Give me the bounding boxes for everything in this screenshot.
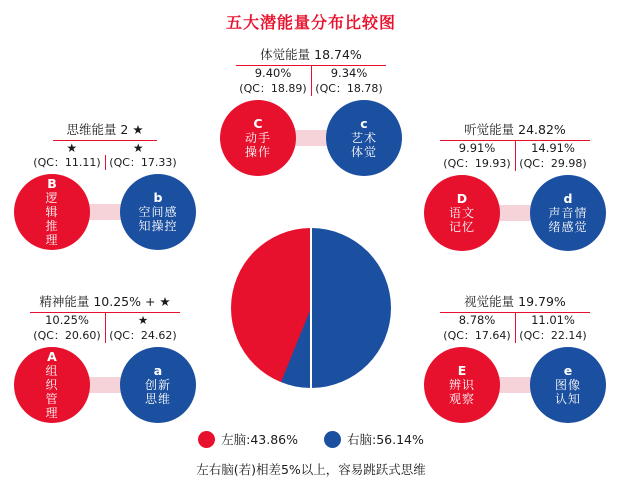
node-B[interactable] xyxy=(14,174,90,250)
node-letter: B xyxy=(47,176,57,191)
node-d[interactable] xyxy=(530,175,606,251)
legend xyxy=(0,430,622,448)
node-letter: C xyxy=(253,116,263,131)
value-right: 9.34% xyxy=(330,66,368,80)
group-hearing-pair xyxy=(420,174,610,252)
group-thinking-title: 思维能量 2 ★ xyxy=(66,122,144,137)
node-letter: A xyxy=(47,349,57,364)
qc-right: (QC：24.62) xyxy=(109,329,177,342)
node-C[interactable] xyxy=(220,100,296,176)
group-thinking-pair xyxy=(10,173,200,251)
group-spirit-qc xyxy=(10,328,200,343)
node-label: 术 觉 艺 体 xyxy=(350,131,378,159)
group-body-qc xyxy=(216,81,406,96)
node-D[interactable] xyxy=(424,175,500,251)
legend-item-right-brain[interactable] xyxy=(324,430,424,448)
group-vision-pair xyxy=(420,346,610,424)
group-body xyxy=(216,45,406,177)
group-spirit xyxy=(10,292,200,424)
group-hearing-values xyxy=(420,141,610,156)
group-vision-title: 视觉能量 19.79% xyxy=(464,294,566,309)
page-title: 五大潜能量分布比较图 xyxy=(225,13,396,32)
legend-swatch-blue-icon xyxy=(324,431,341,448)
value-left: 8.78% xyxy=(440,313,516,328)
node-letter: c xyxy=(360,116,368,131)
node-b[interactable] xyxy=(120,174,196,250)
node-label: 声音情 绪感觉 xyxy=(548,206,588,234)
node-label: 识 察 辨 观 xyxy=(448,378,476,406)
node-A[interactable] xyxy=(14,347,90,423)
group-body-values xyxy=(216,66,406,81)
node-label: 新 维 创 思 xyxy=(144,378,172,406)
qc-right: (QC：22.14) xyxy=(519,329,587,342)
node-e[interactable] xyxy=(530,347,606,423)
group-spirit-title: 精神能量 10.25% + ★ xyxy=(39,294,171,309)
group-vision-qc xyxy=(420,328,610,343)
value-right: 11.01% xyxy=(531,313,575,327)
group-hearing-title: 听觉能量 24.82% xyxy=(464,122,566,137)
group-thinking-stars: ★ ★ xyxy=(66,141,170,155)
value-right: ★ xyxy=(137,313,149,327)
qc-right: (QC：18.78) xyxy=(315,82,383,95)
node-letter: e xyxy=(563,363,573,378)
qc-right: (QC：29.98) xyxy=(519,157,587,170)
legend-swatch-red-icon xyxy=(198,431,215,448)
node-c[interactable] xyxy=(326,100,402,176)
node-letter: D xyxy=(456,191,468,206)
node-a[interactable] xyxy=(120,347,196,423)
group-thinking xyxy=(10,120,200,251)
node-label: 组 织 管 理 xyxy=(45,364,59,420)
node-label: 逻 辑 推 理 xyxy=(45,191,59,247)
pie-chart xyxy=(231,228,391,388)
value-left: 10.25% xyxy=(30,313,106,328)
qc-left: (QC：17.64) xyxy=(440,328,516,343)
node-letter: a xyxy=(153,363,163,378)
node-letter: d xyxy=(563,191,573,206)
node-letter: b xyxy=(153,190,163,205)
node-label: 像 知 图 认 xyxy=(554,378,582,406)
node-letter: E xyxy=(457,363,467,378)
qc-left: (QC：11.11) xyxy=(30,155,106,170)
legend-label-left: 左脑:43.86% xyxy=(221,432,298,447)
group-spirit-pair xyxy=(10,346,200,424)
legend-label-right: 右脑:56.14% xyxy=(347,432,424,447)
group-spirit-values xyxy=(10,313,200,328)
pie-divider xyxy=(310,228,312,388)
value-right: 14.91% xyxy=(531,141,575,155)
qc-left: (QC：18.89) xyxy=(236,81,312,96)
node-label: 空间感 知操控 xyxy=(138,205,178,233)
node-label: 手 作 动 操 xyxy=(244,131,272,159)
value-left: 9.40% xyxy=(236,66,312,81)
legend-item-left-brain[interactable] xyxy=(198,430,298,448)
qc-left: (QC：19.93) xyxy=(440,156,516,171)
node-label: 文 忆 语 记 xyxy=(448,206,476,234)
group-body-title: 体觉能量 18.74% xyxy=(260,47,362,62)
footer-note: 左右脑(若)相差5%以上，容易跳跃式思维 xyxy=(196,462,426,477)
node-E[interactable] xyxy=(424,347,500,423)
group-hearing-qc xyxy=(420,156,610,171)
group-vision xyxy=(420,292,610,424)
qc-right: (QC：17.33) xyxy=(109,156,177,169)
value-left: 9.91% xyxy=(440,141,516,156)
group-hearing xyxy=(420,120,610,252)
group-vision-values xyxy=(420,313,610,328)
group-body-pair xyxy=(216,99,406,177)
qc-left: (QC：20.60) xyxy=(30,328,106,343)
group-thinking-qc xyxy=(10,155,200,170)
